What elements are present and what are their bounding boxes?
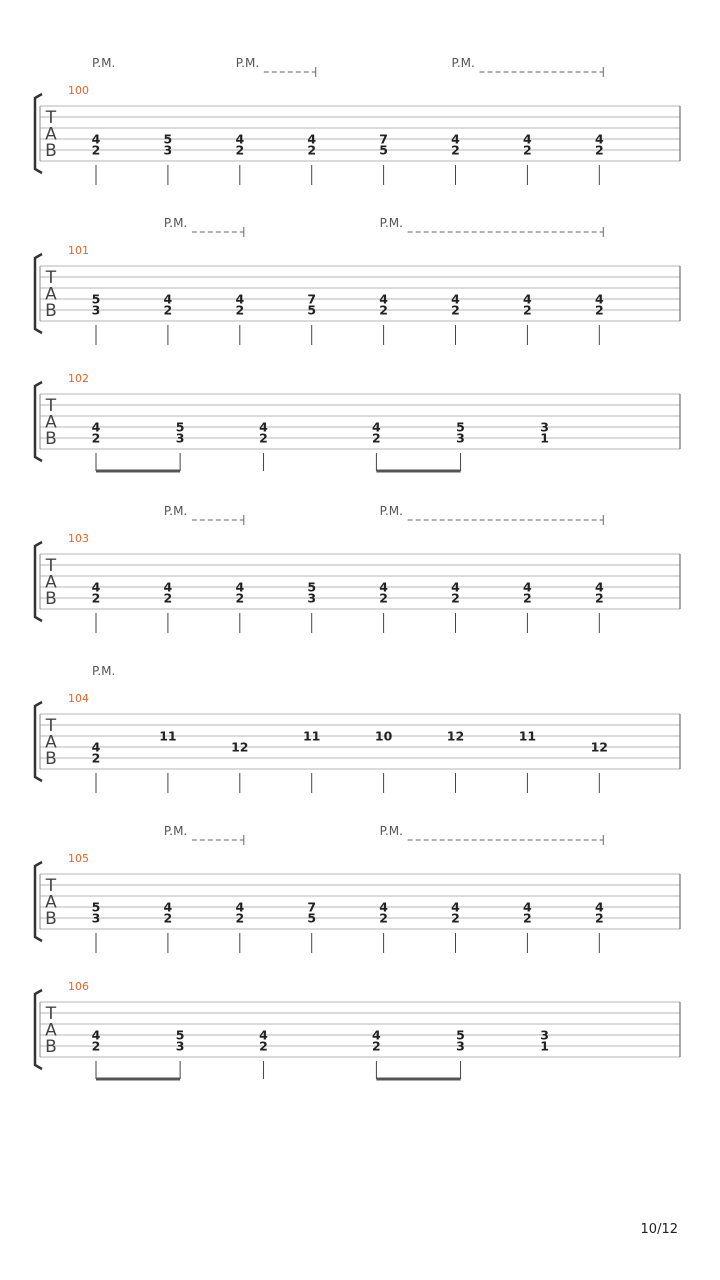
- tab-clef-letter: B: [45, 301, 57, 321]
- fret-number: 2: [91, 1038, 101, 1054]
- fret-number: 3: [540, 419, 550, 435]
- fret-number: 4: [235, 131, 245, 147]
- fret-number: 11: [302, 728, 321, 744]
- fret-number: 4: [91, 739, 101, 755]
- fret-number: 3: [307, 590, 317, 606]
- fret-number: 12: [231, 739, 249, 755]
- fret-number: 2: [235, 910, 245, 926]
- fret-number: 4: [451, 131, 460, 147]
- fret-number: 4: [235, 291, 245, 307]
- tab-clef-letter: T: [45, 396, 57, 416]
- fret-number: 4: [91, 131, 101, 147]
- fret-number: 4: [235, 899, 245, 915]
- fret-number: 3: [456, 1038, 465, 1054]
- palm-mute-label: P.M.: [451, 56, 475, 70]
- fret-number: 11: [518, 728, 537, 744]
- fret-number: 4: [91, 579, 101, 595]
- fret-number: 4: [379, 899, 388, 915]
- fret-number: 2: [523, 590, 532, 606]
- fret-number: 2: [372, 1038, 381, 1054]
- fret-number: 4: [451, 579, 460, 595]
- palm-mute-label: P.M.: [163, 216, 188, 230]
- tab-clef-letter: T: [45, 1004, 57, 1024]
- tab-clef-letter: A: [45, 892, 57, 913]
- fret-number: 3: [456, 430, 465, 446]
- measure-number: 104: [68, 692, 89, 705]
- tab-clef-letter: B: [45, 1037, 57, 1057]
- fret-number: 5: [175, 1027, 185, 1043]
- fret-number: 2: [379, 590, 388, 606]
- fret-number: 4: [451, 291, 460, 307]
- fret-number: 2: [594, 302, 604, 318]
- tab-clef-letter: B: [45, 909, 57, 929]
- fret-number: 1: [540, 430, 550, 446]
- measure-number: 106: [68, 980, 89, 993]
- fret-number: 5: [91, 899, 101, 915]
- fret-number: 2: [372, 430, 381, 446]
- palm-mute-label: P.M.: [163, 824, 188, 838]
- fret-number: 2: [523, 910, 532, 926]
- fret-number: 3: [175, 1038, 185, 1054]
- tab-clef-letter: B: [45, 589, 57, 609]
- tab-clef-letter: T: [45, 876, 57, 896]
- palm-mute-label: P.M.: [92, 56, 116, 70]
- tab-clef-letter: A: [45, 284, 57, 305]
- fret-number: 12: [590, 739, 609, 755]
- fret-number: 2: [91, 750, 101, 766]
- fret-number: 2: [91, 430, 101, 446]
- fret-number: 4: [523, 899, 532, 915]
- measure-number: 101: [68, 244, 89, 257]
- fret-number: 2: [235, 302, 245, 318]
- fret-number: 4: [594, 899, 604, 915]
- fret-number: 2: [379, 302, 388, 318]
- fret-number: 12: [446, 728, 465, 744]
- fret-number: 5: [379, 142, 388, 158]
- tab-clef-letter: A: [45, 732, 57, 753]
- fret-number: 4: [307, 131, 317, 147]
- fret-number: 2: [163, 590, 173, 606]
- fret-number: 4: [379, 579, 388, 595]
- tab-clef-letter: B: [45, 429, 57, 449]
- tab-clef-letter: A: [45, 124, 57, 145]
- tab-clef-letter: B: [45, 141, 57, 161]
- fret-number: 2: [594, 590, 604, 606]
- fret-number: 4: [451, 899, 460, 915]
- tab-clef-letter: A: [45, 412, 57, 433]
- fret-number: 2: [379, 910, 388, 926]
- fret-number: 2: [235, 590, 245, 606]
- tab-clef-letter: T: [45, 716, 57, 736]
- fret-number: 2: [163, 302, 173, 318]
- tab-clef-letter: B: [45, 749, 57, 769]
- fret-number: 2: [235, 142, 245, 158]
- fret-number: 2: [163, 910, 173, 926]
- palm-mute-label: P.M.: [379, 216, 403, 230]
- fret-number: 2: [259, 430, 268, 446]
- fret-number: 2: [451, 590, 460, 606]
- fret-number: 2: [523, 302, 532, 318]
- fret-number: 3: [175, 430, 185, 446]
- fret-number: 2: [451, 302, 460, 318]
- measure-number: 102: [68, 372, 89, 385]
- fret-number: 3: [163, 142, 173, 158]
- fret-number: 5: [456, 1027, 465, 1043]
- fret-number: 4: [523, 579, 532, 595]
- fret-number: 10: [374, 728, 393, 744]
- fret-number: 4: [163, 579, 173, 595]
- fret-number: 4: [594, 579, 604, 595]
- fret-number: 4: [372, 1027, 381, 1043]
- tab-clef-letter: A: [45, 1020, 57, 1041]
- fret-number: 4: [163, 291, 173, 307]
- palm-mute-label: P.M.: [92, 664, 116, 678]
- fret-number: 2: [91, 590, 101, 606]
- fret-number: 3: [540, 1027, 550, 1043]
- measure-number: 100: [68, 84, 89, 97]
- fret-number: 2: [451, 910, 460, 926]
- palm-mute-label: P.M.: [379, 504, 403, 518]
- fret-number: 2: [523, 142, 532, 158]
- fret-number: 1: [540, 1038, 550, 1054]
- fret-number: 5: [307, 302, 317, 318]
- fret-number: 2: [594, 142, 604, 158]
- fret-number: 2: [91, 142, 101, 158]
- palm-mute-label: P.M.: [235, 56, 260, 70]
- fret-number: 11: [159, 728, 177, 744]
- fret-number: 5: [307, 579, 317, 595]
- fret-number: 7: [307, 291, 317, 307]
- fret-number: 4: [235, 579, 245, 595]
- measure-number: 103: [68, 532, 89, 545]
- fret-number: 4: [259, 1027, 268, 1043]
- fret-number: 4: [523, 131, 532, 147]
- fret-number: 3: [91, 302, 101, 318]
- tab-clef-letter: T: [45, 108, 57, 128]
- page-number: 10/12: [640, 1222, 678, 1237]
- fret-number: 7: [307, 899, 317, 915]
- fret-number: 4: [163, 899, 173, 915]
- tab-clef-letter: A: [45, 572, 57, 593]
- fret-number: 4: [91, 419, 101, 435]
- palm-mute-label: P.M.: [379, 824, 403, 838]
- fret-number: 5: [456, 419, 465, 435]
- fret-number: 4: [379, 291, 388, 307]
- fret-number: 4: [594, 291, 604, 307]
- fret-number: 4: [594, 131, 604, 147]
- fret-number: 2: [594, 910, 604, 926]
- measure-number: 105: [68, 852, 89, 865]
- fret-number: 2: [307, 142, 317, 158]
- tab-clef-letter: T: [45, 268, 57, 288]
- fret-number: 2: [259, 1038, 268, 1054]
- tab-clef-letter: T: [45, 556, 57, 576]
- fret-number: 4: [523, 291, 532, 307]
- fret-number: 7: [379, 131, 388, 147]
- fret-number: 5: [163, 131, 173, 147]
- fret-number: 4: [372, 419, 381, 435]
- fret-number: 4: [259, 419, 268, 435]
- fret-number: 3: [91, 910, 101, 926]
- fret-number: 5: [91, 291, 101, 307]
- fret-number: 5: [175, 419, 185, 435]
- palm-mute-label: P.M.: [163, 504, 188, 518]
- fret-number: 5: [307, 910, 317, 926]
- fret-number: 2: [451, 142, 460, 158]
- fret-number: 4: [91, 1027, 101, 1043]
